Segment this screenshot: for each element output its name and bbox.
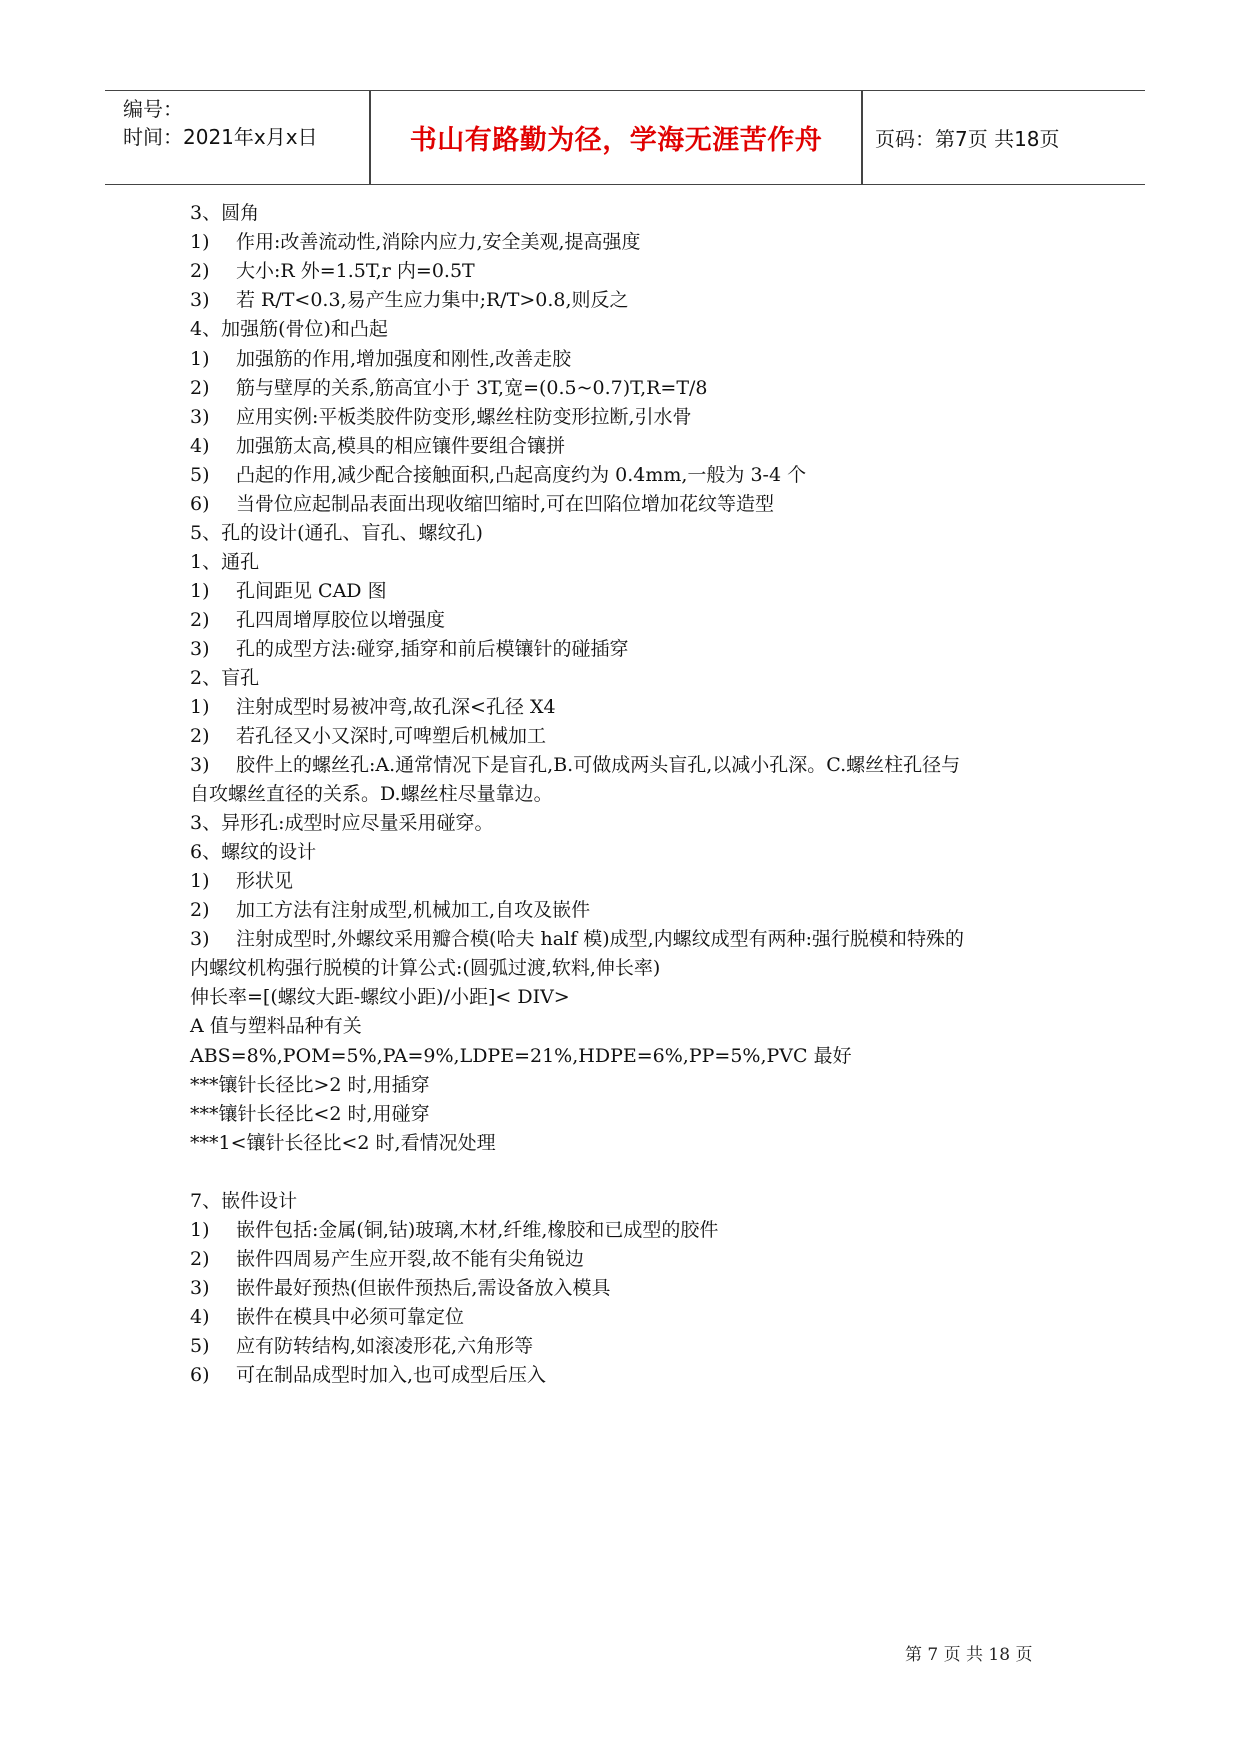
- line-text: 筋与壁厚的关系,筋高宜小于 3T,宽=(0.5~0.7)T,R=T/8: [236, 377, 708, 399]
- page-footer: 第 7 页 共 18 页: [905, 1645, 1033, 1665]
- list-item: [190, 1247, 584, 1271]
- paragraph-line: [190, 1189, 297, 1213]
- line-text: 加强筋太高,模具的相应镶件要组合镶拼: [236, 435, 566, 457]
- line-text: 凸起的作用,减少配合接触面积,凸起高度约为 0.4mm,一般为 3-4 个: [236, 464, 807, 486]
- header-page-number: 页码：第7页 共18页: [875, 127, 1060, 151]
- line-text: 作用:改善流动性,消除内应力,安全美观,提高强度: [236, 231, 641, 253]
- line-text: 应有防转结构,如滚凌形花,六角形等: [236, 1335, 534, 1357]
- list-item-number: 2): [190, 609, 210, 631]
- list-item: [190, 259, 475, 283]
- header-motto: 书山有路勤为径，学海无涯苦作舟: [409, 125, 823, 156]
- line-text: 自攻螺丝直径的关系。D.螺丝柱尽量靠边。: [190, 783, 553, 805]
- header-code-label: 编号：: [123, 97, 183, 121]
- list-item: [190, 288, 629, 312]
- header-time-label: 时间：2021年x月x日: [123, 125, 318, 149]
- line-text: 伸长率=[(螺纹大距-螺纹小距)/小距]< DIV>: [190, 986, 570, 1008]
- paragraph-line: [190, 1073, 430, 1097]
- list-item-number: 6): [190, 1364, 210, 1386]
- list-item: [190, 724, 546, 748]
- line-text: 3、异形孔:成型时应尽量采用碰穿。: [190, 812, 494, 834]
- line-text: 当骨位应起制品表面出现收缩凹缩时,可在凹陷位增加花纹等造型: [236, 493, 775, 515]
- list-item: [190, 492, 774, 516]
- line-text: 孔间距见 CAD 图: [236, 580, 387, 602]
- list-item: [190, 579, 387, 603]
- paragraph-line: [190, 1131, 496, 1155]
- line-text: 注射成型时易被冲弯,故孔深<孔径 X4: [236, 696, 556, 718]
- list-item: [190, 347, 571, 371]
- line-text: 内螺纹机构强行脱模的计算公式:(圆弧过渡,软料,伸长率): [190, 957, 661, 979]
- line-text: 加强筋的作用,增加强度和刚性,改善走胶: [236, 348, 572, 370]
- line-text: 7、嵌件设计: [190, 1190, 298, 1212]
- line-text: ***镶针长径比>2 时,用插穿: [190, 1074, 430, 1096]
- list-item-number: 1): [190, 1219, 210, 1241]
- line-text: 2、盲孔: [190, 667, 260, 689]
- line-text: ***镶针长径比<2 时,用碰穿: [190, 1103, 430, 1125]
- list-item-number: 3): [190, 1277, 210, 1299]
- line-text: ***1<镶针长径比<2 时,看情况处理: [190, 1132, 496, 1154]
- list-item-number: 5): [190, 1335, 210, 1357]
- line-text: 嵌件四周易产生应开裂,故不能有尖角锐边: [236, 1248, 585, 1270]
- list-item: [190, 753, 960, 777]
- line-text: 5、孔的设计(通孔、盲孔、螺纹孔): [190, 522, 483, 544]
- list-item-number: 4): [190, 1306, 210, 1328]
- line-text: 嵌件包括:金属(铜,钴)玻璃,木材,纤维,橡胶和已成型的胶件: [236, 1219, 719, 1241]
- line-text: 注射成型时,外螺纹采用瓣合模(哈夫 half 模)成型,内螺纹成型有两种:强行脱模和特殊的: [236, 928, 965, 950]
- list-item: [190, 405, 691, 429]
- line-text: 嵌件在模具中必须可靠定位: [236, 1306, 465, 1328]
- list-item: [190, 1305, 464, 1329]
- list-item: [190, 1218, 718, 1242]
- list-item-number: 3): [190, 928, 210, 950]
- paragraph-line: [190, 811, 494, 835]
- list-item: [190, 376, 708, 400]
- line-text: 可在制品成型时加入,也可成型后压入: [236, 1364, 547, 1386]
- line-text: 若孔径又小又深时,可啤塑后机械加工: [236, 725, 547, 747]
- header-meta: [115, 91, 370, 184]
- list-item-number: 1): [190, 870, 210, 892]
- list-item: [190, 1334, 533, 1358]
- line-text: 3、圆角: [190, 202, 260, 224]
- line-text: ABS=8%,POM=5%,PA=9%,LDPE=21%,HDPE=6%,PP=5%,PVC 最好: [190, 1045, 852, 1067]
- list-item: [190, 1276, 610, 1300]
- list-item-number: 3): [190, 406, 210, 428]
- list-item-number: 1): [190, 696, 210, 718]
- list-item: [190, 927, 964, 951]
- paragraph-line: [190, 1014, 362, 1038]
- list-item: [190, 1363, 546, 1387]
- header-divider: [861, 91, 863, 184]
- list-item-number: 2): [190, 899, 210, 921]
- list-item-number: 1): [190, 348, 210, 370]
- line-text: 嵌件最好预热(但嵌件预热后,需设备放入模具: [236, 1277, 611, 1299]
- line-text: 形状见: [236, 870, 294, 892]
- paragraph-line: [190, 521, 483, 545]
- list-item-number: 4): [190, 435, 210, 457]
- list-item: [190, 898, 590, 922]
- line-text: 4、加强筋(骨位)和凸起: [190, 318, 388, 340]
- paragraph-line: [190, 1102, 430, 1126]
- line-text: 加工方法有注射成型,机械加工,自攻及嵌件: [236, 899, 591, 921]
- list-item-number: 3): [190, 289, 210, 311]
- list-item: [190, 869, 293, 893]
- list-item: [190, 434, 565, 458]
- line-text: 孔四周增厚胶位以增强度: [236, 609, 446, 631]
- list-item-number: 5): [190, 464, 210, 486]
- list-item-number: 2): [190, 260, 210, 282]
- line-text: 胶件上的螺丝孔:A.通常情况下是盲孔,B.可做成两头盲孔,以减小孔深。C.螺丝柱孔径与: [236, 754, 961, 776]
- paragraph-line: [190, 666, 259, 690]
- line-text: 1、通孔: [190, 551, 260, 573]
- list-item-number: 3): [190, 754, 210, 776]
- paragraph-line: [190, 840, 316, 864]
- paragraph-line: [190, 985, 570, 1009]
- list-item-number: 3): [190, 638, 210, 660]
- list-item-number: 6): [190, 493, 210, 515]
- list-item-number: 2): [190, 1248, 210, 1270]
- line-text: A 值与塑料品种有关: [190, 1015, 362, 1037]
- list-item: [190, 637, 628, 661]
- list-item: [190, 463, 806, 487]
- list-item: [190, 608, 445, 632]
- paragraph-line: [190, 1044, 852, 1068]
- page-header: [105, 90, 1145, 185]
- paragraph-line: [190, 201, 259, 225]
- list-item-number: 1): [190, 231, 210, 253]
- line-text: 应用实例:平板类胶件防变形,螺丝柱防变形拉断,引水骨: [236, 406, 692, 428]
- paragraph-line: [190, 550, 259, 574]
- line-text: 孔的成型方法:碰穿,插穿和前后模镶针的碰插穿: [236, 638, 629, 660]
- paragraph-line: [190, 782, 553, 806]
- line-text: 6、螺纹的设计: [190, 841, 317, 863]
- paragraph-line: [190, 956, 660, 980]
- list-item-number: 2): [190, 725, 210, 747]
- list-item-number: 1): [190, 580, 210, 602]
- line-text: 大小:R 外=1.5T,r 内=0.5T: [236, 260, 475, 282]
- list-item: [190, 230, 641, 254]
- list-item: [190, 695, 556, 719]
- line-text: 若 R/T<0.3,易产生应力集中;R/T>0.8,则反之: [236, 289, 629, 311]
- list-item-number: 2): [190, 377, 210, 399]
- paragraph-line: [190, 317, 388, 341]
